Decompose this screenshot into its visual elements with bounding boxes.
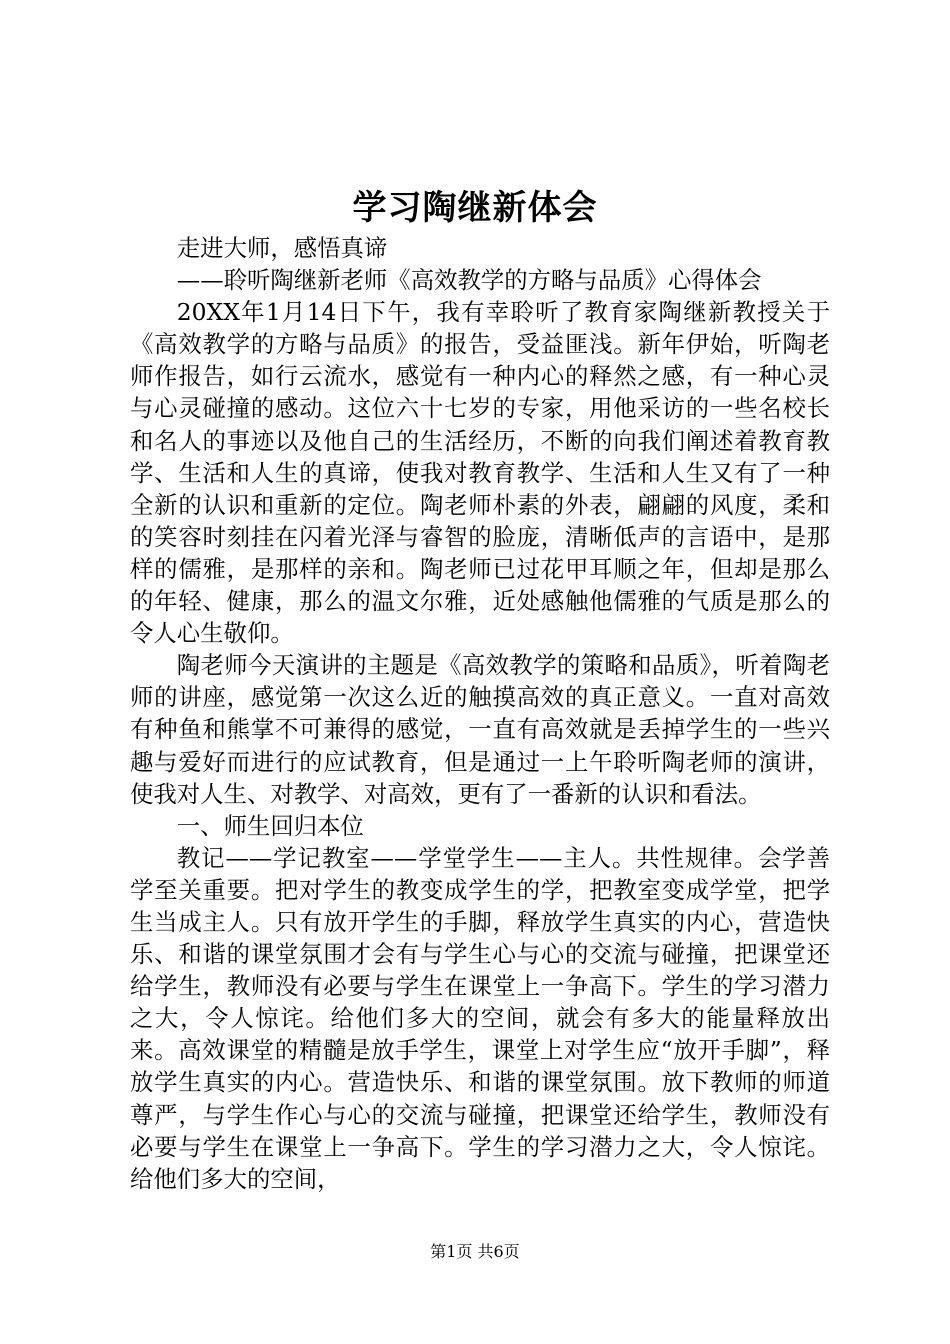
paragraph-subtitle: 走进大师，感悟真谛	[176, 234, 388, 262]
paragraph-section-one: 教记——学记教室——学堂学生——主人。共性规律。会学善学至关重要。把对学生的教变成学生的学，把教室变成学堂，把学生当成主人。只有放开学生的手脚，释放学生真实的内心，营造快乐、和谐的课堂氛围才会有与学生心与心的交流与碰撞，把课堂还给学生，教师没有必要与学生在课堂上一争高下。学生的学习潜力之大，令人惊诧。给他们多大的空间，就会有多大的能量释放出来。高效课堂的精髓是放手学生，课堂上对学生应“放开手脚”，释放学生真实的内心。营造快乐、和谐的课堂氛围。放下教师的师道尊严，与学生作心与心的交流与碰撞，把课堂还给学生，教师没有必要与学生在课堂上一争高下。学生的学习潜力之大，令人惊诧。给他们多大的空间，	[130, 843, 830, 1193]
document-title: 学习陶继新体会	[352, 188, 598, 228]
paragraph-intro: 20XX年1月14日下午，我有幸聆听了教育家陶继新教授关于《高效教学的方略与品质》的报告，受益匪浅。新年伊始，听陶老师作报告，如行云流水，感觉有一种内心的释然之感，有一种心灵与心灵碰撞的感动。这位六十七岁的专家，用他采访的一些名校长和名人的事迹以及他自己的生活经历，不断的向我们阐述着教育教学、生活和人生的真谛，使我对教育教学、生活和人生又有了一种全新的认识和重新的定位。陶老师朴素的外表，翩翩的风度，柔和的笑容时刻挂在闪着光泽与睿智的脸庞，清晰低声的言语中，是那样的儒雅，是那样的亲和。陶老师已过花甲耳顺之年，但却是那么的年轻、健康，那么的温文尔雅，近处感触他儒雅的气质是那么的令人心生敬仰。	[130, 298, 830, 648]
document-body	[130, 232, 830, 1195]
page-footer: 第1页 共6页	[430, 1242, 520, 1261]
section-heading: 一、师生回归本位	[176, 811, 364, 840]
paragraph-theme: 陶老师今天演讲的主题是《高效教学的策略和品质》，听着陶老师的讲座，感觉第一次这么近的触摸高效的真正意义。一直对高效有种鱼和熊掌不可兼得的感觉，一直有高效就是丢掉学生的一些兴趣与爱好而进行的应试教育，但是通过一上午聆听陶老师的演讲，使我对人生、对教学、对高效，更有了一番新的认识和看法。	[130, 651, 830, 808]
paragraph-subheading: ——聆听陶继新老师《高效教学的方略与品质》心得体会	[176, 266, 762, 295]
